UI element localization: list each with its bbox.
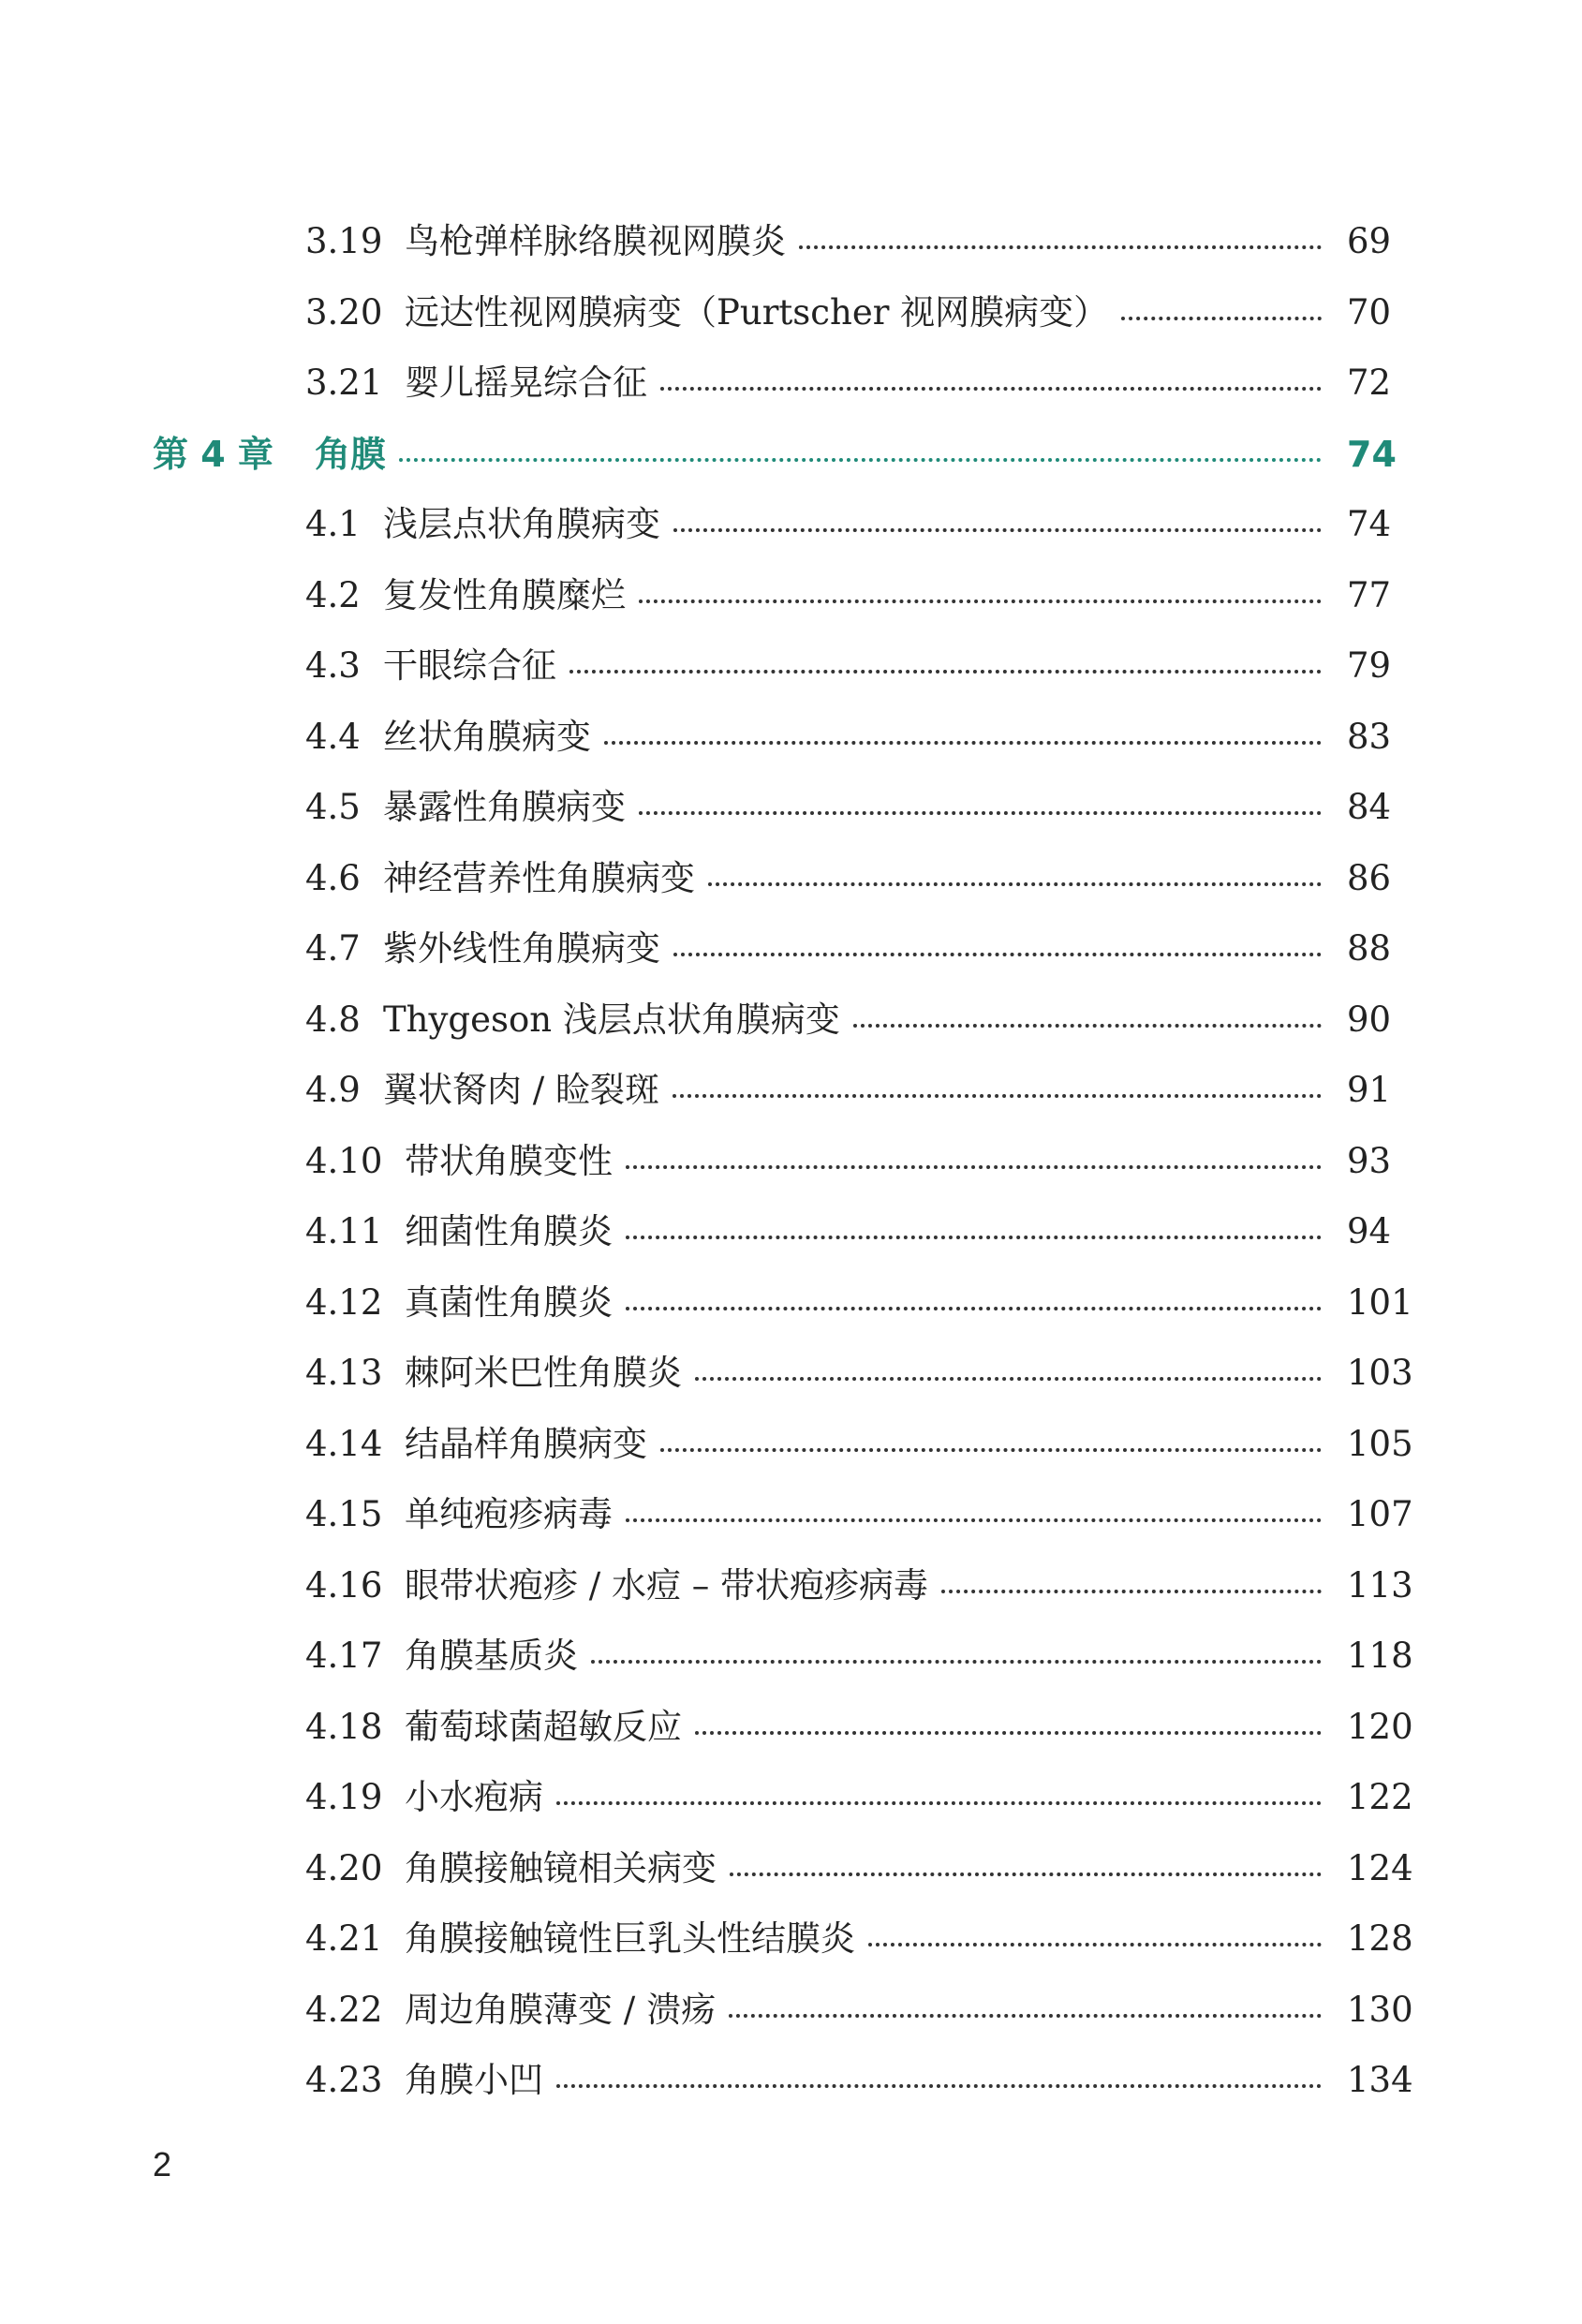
section-title: 翼状胬肉 / 睑裂斑 [383, 1062, 673, 1118]
dot-leader [660, 387, 1322, 391]
toc-row [0, 214, 1582, 270]
dot-leader [673, 953, 1322, 956]
section-title: 复发性角膜糜烂 [383, 568, 639, 624]
page-ref: 91 [1347, 1070, 1392, 1110]
toc-row [0, 1769, 1582, 1826]
toc-chapter-row [0, 426, 1582, 482]
dot-leader [639, 811, 1322, 815]
dot-leader [941, 1590, 1322, 1593]
section-title: 丝状角膜病变 [383, 709, 604, 765]
section-number: 4.9 [305, 1070, 361, 1110]
dot-leader [639, 600, 1322, 603]
dot-leader [673, 528, 1322, 532]
section-number: 4.6 [305, 858, 361, 898]
section-title: 干眼综合征 [383, 638, 569, 694]
toc-row [0, 1275, 1582, 1331]
dot-leader [604, 741, 1322, 745]
page-ref: 77 [1347, 575, 1392, 615]
section-number: 4.14 [305, 1424, 383, 1464]
dot-leader [591, 1660, 1322, 1664]
toc-row [0, 1982, 1582, 2038]
section-title: Thygeson 浅层点状角膜病变 [383, 992, 853, 1048]
section-number: 4.10 [305, 1141, 383, 1181]
section-title: 细菌性角膜炎 [405, 1204, 626, 1260]
toc-row [0, 709, 1582, 765]
chapter-number: 第 4 章 [153, 434, 274, 475]
toc-row [0, 638, 1582, 694]
dot-leader [695, 1377, 1322, 1381]
toc-row [0, 779, 1582, 836]
page-ref: 94 [1347, 1211, 1392, 1251]
dot-leader [556, 1801, 1322, 1805]
section-title: 暴露性角膜病变 [383, 779, 639, 836]
toc-row [0, 1416, 1582, 1473]
section-title: 角膜小凹 [405, 2052, 556, 2109]
section-number: 4.1 [305, 504, 361, 544]
toc-row [0, 1911, 1582, 1967]
page-ref: 124 [1347, 1848, 1413, 1888]
page-ref: 107 [1347, 1494, 1413, 1534]
dot-leader [626, 1307, 1322, 1310]
chapter-title: 角膜 [315, 426, 399, 482]
dot-leader [626, 1518, 1322, 1522]
section-title: 神经营养性角膜病变 [383, 851, 708, 907]
section-title: 棘阿米巴性角膜炎 [405, 1345, 695, 1401]
section-number: 4.23 [305, 2060, 383, 2100]
section-title: 眼带状疱疹 / 水痘 – 带状疱疹病毒 [405, 1558, 941, 1614]
section-number: 4.2 [305, 575, 361, 615]
section-number: 4.7 [305, 928, 361, 969]
section-number: 4.12 [305, 1282, 383, 1323]
section-number: 4.19 [305, 1777, 383, 1817]
section-title: 周边角膜薄变 / 溃疡 [405, 1982, 729, 2038]
section-number: 4.22 [305, 1990, 383, 2030]
page-ref: 120 [1347, 1707, 1413, 1747]
page-ref: 83 [1347, 717, 1392, 757]
section-number: 3.19 [305, 221, 383, 261]
toc-row [0, 1841, 1582, 1897]
page-ref: 88 [1347, 928, 1392, 969]
section-title: 浅层点状角膜病变 [383, 496, 673, 553]
page-ref: 69 [1347, 221, 1392, 261]
section-title: 小水疱病 [405, 1769, 556, 1826]
section-title: 紫外线性角膜病变 [383, 921, 673, 977]
toc-row [0, 355, 1582, 411]
dot-leader [660, 1448, 1322, 1452]
section-title: 带状角膜变性 [405, 1133, 626, 1190]
toc-row [0, 921, 1582, 977]
dot-leader [399, 458, 1322, 462]
section-number: 4.16 [305, 1565, 383, 1606]
dot-leader [556, 2084, 1322, 2088]
page-ref: 122 [1347, 1777, 1413, 1817]
section-title: 远达性视网膜病变（Purtscher 视网膜病变） [405, 285, 1121, 341]
page-ref: 105 [1347, 1424, 1413, 1464]
dot-leader [729, 2014, 1322, 2018]
toc-row [0, 1345, 1582, 1401]
toc-row [0, 568, 1582, 624]
dot-leader [730, 1873, 1322, 1876]
page-ref: 74 [1347, 504, 1392, 544]
section-title: 角膜基质炎 [405, 1628, 591, 1684]
section-number: 4.18 [305, 1707, 383, 1747]
section-title: 鸟枪弹样脉络膜视网膜炎 [405, 214, 799, 270]
page-ref: 130 [1347, 1990, 1413, 2030]
section-number: 4.15 [305, 1494, 383, 1534]
dot-leader [708, 882, 1322, 886]
toc-row [0, 1062, 1582, 1118]
section-number: 4.17 [305, 1636, 383, 1676]
section-number: 4.4 [305, 717, 361, 757]
dot-leader [569, 670, 1322, 674]
page-ref: 118 [1347, 1636, 1413, 1676]
toc-row [0, 1628, 1582, 1684]
page-ref: 70 [1347, 292, 1392, 333]
page-ref: 90 [1347, 999, 1392, 1040]
page-ref: 72 [1347, 363, 1392, 403]
toc-row [0, 1487, 1582, 1543]
section-title: 葡萄球菌超敏反应 [405, 1699, 695, 1755]
dot-leader [799, 245, 1322, 249]
dot-leader [1121, 317, 1322, 320]
dot-leader [626, 1236, 1322, 1239]
section-number: 4.8 [305, 999, 361, 1040]
section-title: 婴儿摇晃综合征 [405, 355, 660, 411]
section-number: 4.5 [305, 787, 361, 827]
page-ref: 101 [1347, 1282, 1413, 1323]
section-title: 角膜接触镜性巨乳头性结膜炎 [405, 1911, 868, 1967]
toc-row [0, 1558, 1582, 1614]
page-number: 2 [153, 2145, 172, 2183]
dot-leader [626, 1165, 1322, 1169]
section-number: 3.20 [305, 292, 383, 333]
section-number: 4.20 [305, 1848, 383, 1888]
toc-row [0, 1699, 1582, 1755]
page-ref: 103 [1347, 1353, 1413, 1393]
section-number: 4.21 [305, 1918, 383, 1959]
page-ref: 128 [1347, 1918, 1413, 1959]
page-ref: 86 [1347, 858, 1392, 898]
page-ref: 79 [1347, 645, 1392, 686]
toc-row [0, 2052, 1582, 2109]
toc-row [0, 1204, 1582, 1260]
page-ref: 93 [1347, 1141, 1392, 1181]
section-title: 结晶样角膜病变 [405, 1416, 660, 1473]
section-number: 3.21 [305, 363, 383, 403]
section-number: 4.11 [305, 1211, 383, 1251]
page-ref: 74 [1347, 434, 1397, 475]
toc-row [0, 1133, 1582, 1190]
section-title: 真菌性角膜炎 [405, 1275, 626, 1331]
page-ref: 84 [1347, 787, 1392, 827]
section-title: 角膜接触镜相关病变 [405, 1841, 730, 1897]
dot-leader [695, 1731, 1322, 1735]
section-title: 单纯疱疹病毒 [405, 1487, 626, 1543]
dot-leader [853, 1024, 1322, 1028]
toc-row [0, 496, 1582, 553]
page-ref: 113 [1347, 1565, 1413, 1606]
toc-row [0, 285, 1582, 341]
section-number: 4.13 [305, 1353, 383, 1393]
toc-row [0, 992, 1582, 1048]
page-ref: 134 [1347, 2060, 1413, 2100]
toc-row [0, 851, 1582, 907]
dot-leader [673, 1094, 1322, 1098]
dot-leader [868, 1943, 1322, 1947]
section-number: 4.3 [305, 645, 361, 686]
